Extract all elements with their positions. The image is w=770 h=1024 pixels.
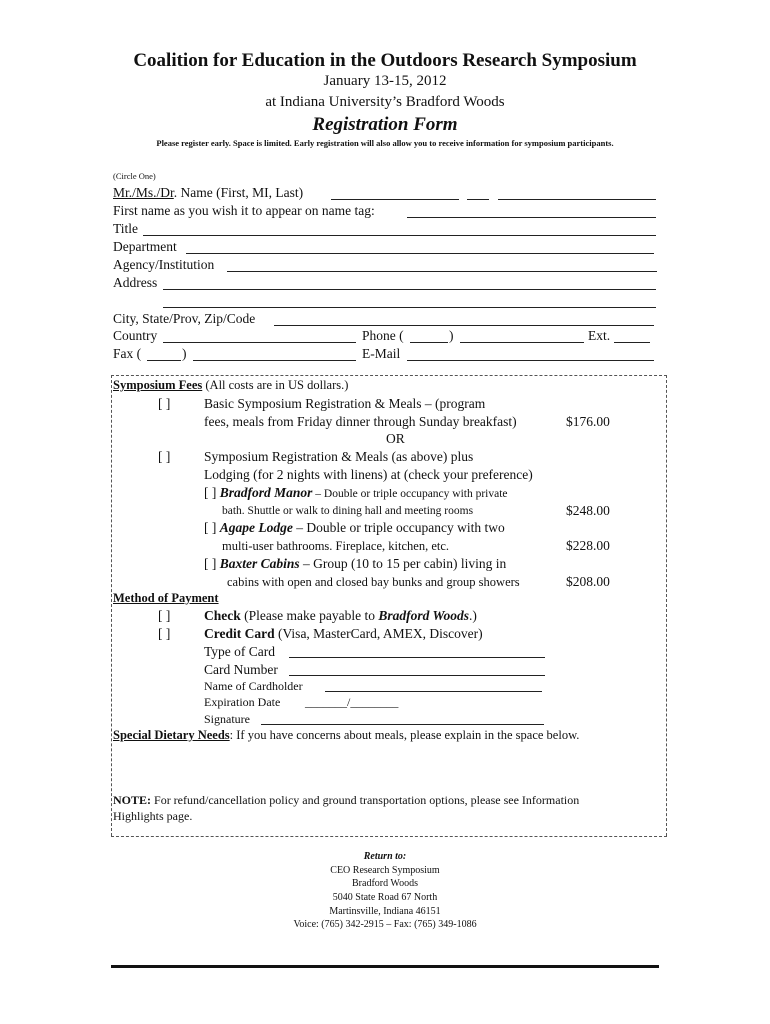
ext-input[interactable] <box>614 342 650 343</box>
agape-option-row <box>204 520 505 536</box>
agency-label: Agency/Institution <box>113 257 215 272</box>
event-dates: January 13-15, 2012 <box>323 73 447 89</box>
fees-heading-note: (All costs are in US dollars.) <box>202 378 349 392</box>
credit-checkbox[interactable]: [ ] <box>158 626 171 641</box>
card-number-label: Card Number <box>204 662 278 677</box>
bradford-name: Bradford Manor <box>219 485 313 500</box>
email-input[interactable] <box>407 360 654 361</box>
footnote-text1: For refund/cancellation policy and ground transportation options, please see Information <box>151 793 580 807</box>
return-line3: 5040 State Road 67 North <box>332 892 438 903</box>
dietary-heading: Special Dietary Needs <box>113 728 230 742</box>
return-line5: Voice: (765) 342-2915 – Fax: (765) 349-1086 <box>293 919 477 930</box>
return-line1: CEO Research Symposium <box>330 865 440 876</box>
phone-area-input[interactable] <box>410 342 448 343</box>
phone-paren: ) <box>449 328 454 343</box>
signature-label: Signature <box>204 712 250 726</box>
baxter-desc1: – Group (10 to 15 per cabin) living in <box>299 556 507 571</box>
credit-row <box>204 626 483 642</box>
baxter-checkbox[interactable]: [ ] <box>204 556 217 571</box>
check-checkbox[interactable]: [ ] <box>158 608 171 623</box>
fax-input[interactable] <box>193 360 356 361</box>
fax-paren: ) <box>182 346 187 361</box>
fees-box-bottom-border <box>111 836 667 837</box>
name-field-label <box>113 185 303 201</box>
title-label: Title <box>113 221 139 236</box>
return-heading: Return to: <box>363 851 407 862</box>
city-input[interactable] <box>274 325 654 326</box>
nametag-label: First name as you wish it to appear on name tag: <box>113 203 375 218</box>
expiration-label: Expiration Date <box>204 695 281 709</box>
event-location: at Indiana University’s Bradford Woods <box>265 94 505 110</box>
bradford-price: $248.00 <box>566 503 610 518</box>
address-label: Address <box>113 275 158 290</box>
baxter-price: $208.00 <box>566 574 610 589</box>
signature-input[interactable] <box>261 724 544 725</box>
dietary-text: : If you have concerns about meals, please explain in the space below. <box>229 728 580 742</box>
footnote-label: NOTE: <box>113 793 152 807</box>
country-label: Country <box>113 328 158 343</box>
footnote-line2: Highlights page. <box>113 809 193 823</box>
agape-desc2: multi-user bathrooms. Fireplace, kitchen, etc. <box>222 539 450 553</box>
salutation-options[interactable]: Mr./Ms./Dr <box>113 185 174 200</box>
card-type-label: Type of Card <box>204 644 276 659</box>
footnote-line1 <box>113 793 579 808</box>
address-input-line2[interactable] <box>163 307 656 308</box>
document-title: Coalition for Education in the Outdoors Research Symposium <box>133 50 637 71</box>
title-input[interactable] <box>143 235 656 236</box>
return-line2: Bradford Woods <box>352 878 418 889</box>
expiration-input[interactable]: _______/________ <box>305 695 399 709</box>
baxter-desc2: cabins with open and closed bay bunks and group showers <box>227 575 520 589</box>
basic-desc-line1: Basic Symposium Registration & Meals – (program <box>204 396 486 411</box>
bradford-desc1: – Double or triple occupancy with private <box>312 488 508 500</box>
cardholder-input[interactable] <box>325 691 542 692</box>
baxter-name: Baxter Cabins <box>219 556 300 571</box>
or-separator: OR <box>386 431 405 446</box>
bradford-checkbox[interactable]: [ ] <box>204 485 217 500</box>
nametag-input[interactable] <box>407 217 656 218</box>
dietary-input-area[interactable] <box>113 746 661 790</box>
name-first-input[interactable] <box>331 199 459 200</box>
department-label: Department <box>113 239 177 254</box>
cardholder-label: Name of Cardholder <box>204 679 303 693</box>
return-line4: Martinsville, Indiana 46151 <box>329 906 441 917</box>
baxter-option-row <box>204 556 506 572</box>
basic-price: $176.00 <box>566 414 610 429</box>
address-input-line1[interactable] <box>163 289 656 290</box>
name-label: . Name (First, MI, Last) <box>173 185 304 200</box>
agape-name: Agape Lodge <box>219 520 293 535</box>
basic-desc-line2: fees, meals from Friday dinner through Sunday breakfast) <box>204 414 517 429</box>
credit-label: Credit Card <box>204 626 275 641</box>
check-note-pre: (Please make payable to <box>240 608 379 623</box>
bradford-option-row <box>204 485 508 501</box>
fees-heading-row <box>113 378 348 393</box>
dietary-row <box>113 728 579 743</box>
agape-desc1: – Double or triple occupancy with two <box>292 520 505 535</box>
registration-note: Please register early. Space is limited. Early registration will also allow you to receive information for symposium participants. <box>156 138 614 148</box>
check-row <box>204 608 477 624</box>
lodging-checkbox[interactable]: [ ] <box>158 449 171 464</box>
check-payee: Bradford Woods <box>378 608 469 623</box>
fees-heading: Symposium Fees <box>113 378 203 392</box>
fax-area-input[interactable] <box>147 360 181 361</box>
city-label: City, State/Prov, Zip/Code <box>113 311 256 326</box>
card-type-input[interactable] <box>289 657 545 658</box>
department-input[interactable] <box>186 253 654 254</box>
payment-heading: Method of Payment <box>113 591 219 605</box>
lodging-desc-line2: Lodging (for 2 nights with linens) at (check your preference) <box>204 467 533 482</box>
fees-box-left-border <box>111 375 112 836</box>
lodging-desc-line1: Symposium Registration & Meals (as above) plus <box>204 449 474 464</box>
phone-input[interactable] <box>460 342 584 343</box>
agape-price: $228.00 <box>566 538 610 553</box>
country-input[interactable] <box>163 342 356 343</box>
ext-label: Ext. <box>588 328 611 343</box>
email-label: E-Mail <box>362 346 401 361</box>
check-label: Check <box>204 608 241 623</box>
card-number-input[interactable] <box>289 675 545 676</box>
fees-box-right-border <box>666 375 667 836</box>
fax-label: Fax ( <box>113 346 142 361</box>
agency-input[interactable] <box>227 271 657 272</box>
credit-note: (Visa, MasterCard, AMEX, Discover) <box>274 626 483 641</box>
name-mi-input[interactable] <box>467 199 489 200</box>
phone-label: Phone ( <box>362 328 404 343</box>
bradford-desc2: bath. Shuttle or walk to dining hall and meeting rooms <box>222 505 474 517</box>
check-note-post: .) <box>468 608 477 623</box>
agape-checkbox[interactable]: [ ] <box>204 520 217 535</box>
form-title: Registration Form <box>312 114 458 135</box>
circle-one-hint: (Circle One) <box>113 171 156 181</box>
name-last-input[interactable] <box>498 199 656 200</box>
bottom-rule <box>111 965 659 968</box>
fees-box-top-border <box>111 375 667 376</box>
basic-checkbox[interactable]: [ ] <box>158 396 171 411</box>
